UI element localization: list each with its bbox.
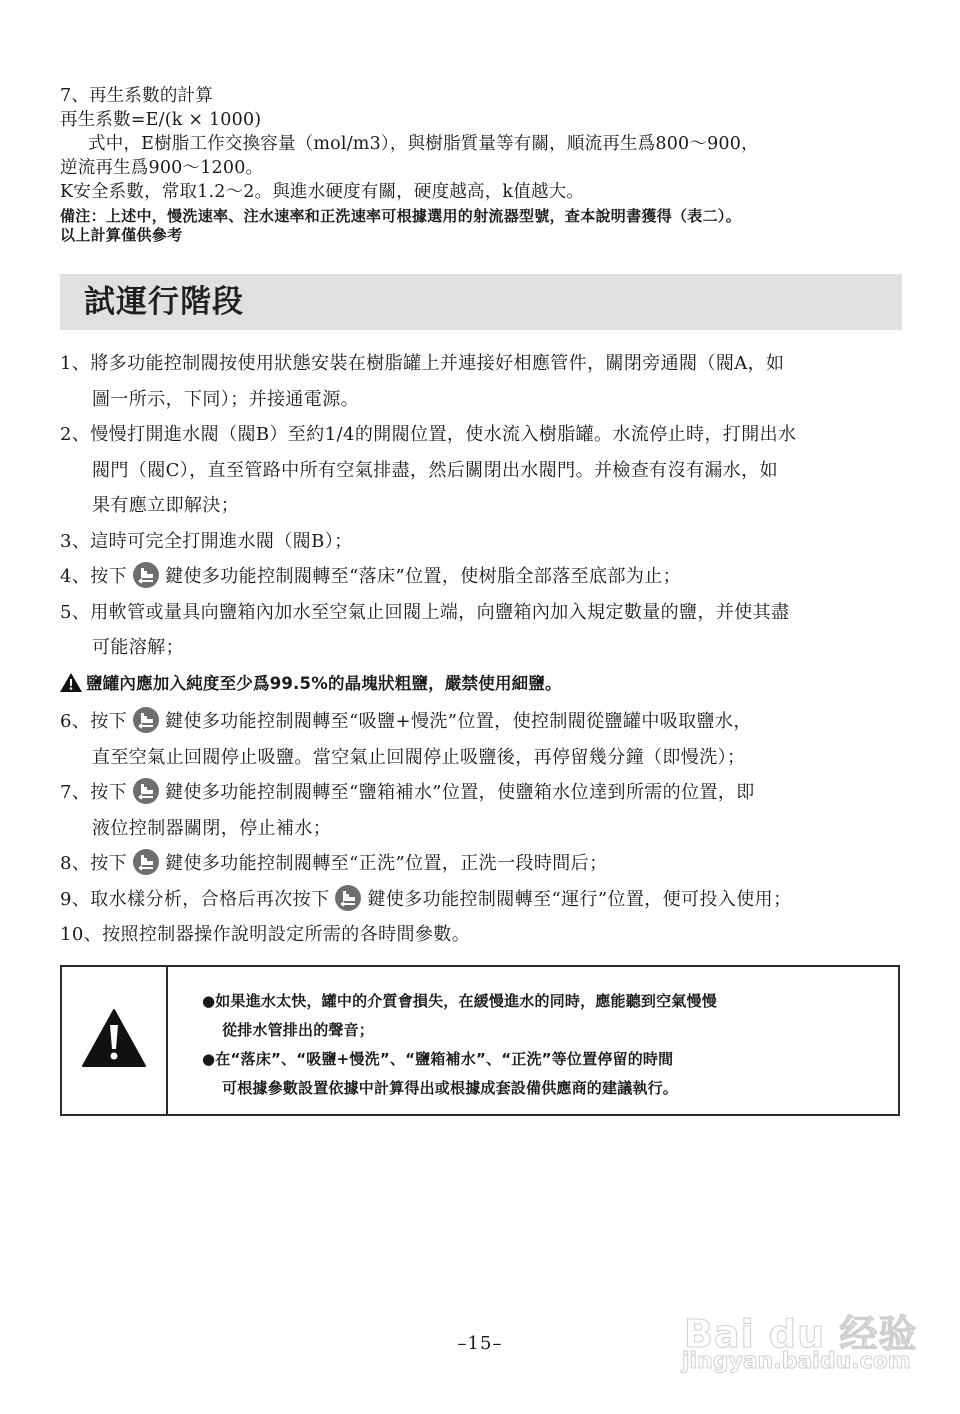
trial-run-steps — [60, 346, 910, 953]
step-text-pre: 取水樣分析，合格后再次按下 — [90, 888, 330, 910]
section-header-bar — [60, 274, 902, 330]
notice-bullet-1-cont: 從排水管排出的聲音； — [222, 1021, 375, 1039]
step-text: 這時可完全打開進水閥（閥B）； — [90, 530, 353, 552]
step-text-cont: 液位控制器關閉，停止補水； — [92, 817, 332, 839]
step-3 — [60, 524, 910, 560]
step-text-pre: 按下 — [90, 566, 128, 587]
formula-explanation-2: 逆流再生爲900～1200。 — [60, 158, 264, 178]
step-8 — [60, 846, 910, 882]
step-2 — [60, 417, 910, 524]
valve-key-icon — [133, 562, 159, 588]
step-text: 將多功能控制閥按使用狀態安裝在樹脂罐上并連接好相應管件，關閉旁通閥（閥A，如 — [90, 353, 785, 374]
notice-divider — [166, 967, 168, 1114]
formula-heading: 7、再生系數的計算 — [60, 86, 213, 106]
step-text: 按照控制器操作說明設定所需的各時間參數。 — [102, 924, 471, 945]
warning-triangle-icon — [82, 1009, 146, 1071]
salt-warning — [60, 666, 910, 705]
step-text-cont: 閥門（閥C），直至管路中所有空氣排盡，然后關閉出水閥門。并檢查有沒有漏水，如 — [92, 459, 778, 481]
step-text-pre: 按下 — [90, 853, 128, 874]
step-text: 用軟管或量具向鹽箱內加水至空氣止回閥上端，向鹽箱內加入規定數量的鹽，并使其盡 — [90, 601, 790, 623]
formula: 再生系數=E/(k × 1000) — [60, 110, 262, 130]
step-text-post: 鍵使多功能控制閥轉至“吸鹽+慢洗”位置，使控制閥從鹽罐中吸取鹽水， — [165, 711, 752, 732]
step-number: 7、 — [60, 782, 91, 803]
step-number: 1、 — [60, 353, 91, 374]
regeneration-formula-section — [60, 84, 920, 245]
valve-key-icon — [133, 849, 159, 875]
warning-triangle-icon — [60, 669, 82, 705]
notice-bullet-2: ●在“落床”、“吸鹽+慢洗”、“鹽箱補水”、“正洗”等位置停留的時間 — [202, 1050, 674, 1068]
step-text-cont: 圖一所示，下同）；并接通電源。 — [92, 388, 359, 410]
step-text-cont: 可能溶解； — [92, 637, 184, 658]
step-number: 4、 — [60, 566, 91, 587]
k-coefficient-line: K安全系數，常取1.2～2。與進水硬度有關，硬度越高，k值越大。 — [60, 182, 585, 202]
page-number: –15– — [457, 1333, 503, 1354]
step-number: 6、 — [60, 711, 91, 732]
step-text-post: 鍵使多功能控制閥轉至“運行”位置，便可投入使用； — [367, 888, 792, 910]
step-9 — [60, 882, 910, 918]
note-line-1: 備注：上述中，慢洗速率、注水速率和正洗速率可根據選用的射流器型號，查本說明書獲得（表二）。 — [60, 207, 742, 225]
notice-box — [60, 965, 900, 1116]
notice-text — [202, 987, 882, 1103]
watermark-logo: Bai du 经验 — [684, 1312, 918, 1356]
step-10 — [60, 917, 910, 953]
step-6 — [60, 704, 910, 775]
step-text: 慢慢打開進水閥（閥B）至約1/4的開閥位置，使水流入樹脂罐。水流停止時，打開出水 — [90, 424, 797, 445]
step-7 — [60, 775, 910, 846]
step-number: 10、 — [60, 924, 103, 945]
step-text-post: 鍵使多功能控制閥轉至“鹽箱補水”位置，使鹽箱水位達到所需的位置，即 — [165, 782, 755, 803]
step-number: 3、 — [60, 530, 91, 552]
step-4 — [60, 559, 910, 595]
step-number: 9、 — [60, 888, 91, 910]
step-text-pre: 按下 — [90, 711, 128, 732]
step-text-cont: 直至空氣止回閥停止吸鹽。當空氣止回閥停止吸鹽後，再停留幾分鐘（即慢洗）； — [92, 746, 746, 768]
section-title: 試運行階段 — [84, 284, 244, 320]
step-text-pre: 按下 — [90, 782, 128, 803]
step-number: 8、 — [60, 853, 91, 874]
notice-bullet-1: ●如果進水太快，罐中的介質會損失，在緩慢進水的同時，應能聽到空氣慢慢 — [202, 992, 717, 1010]
valve-key-icon — [133, 778, 159, 804]
step-text-cont: 果有應立即解決； — [92, 495, 240, 516]
step-text-post: 鍵使多功能控制閥轉至“正洗”位置，正洗一段時間后； — [165, 853, 608, 874]
note-line-2: 以上計算僅供參考 — [60, 226, 183, 244]
step-5 — [60, 595, 910, 666]
step-text-post: 鍵使多功能控制閥轉至“落床”位置，使树脂全部落至底部为止； — [165, 566, 682, 587]
step-number: 5、 — [60, 601, 91, 623]
watermark-url: jingyan.baidu.com — [682, 1349, 911, 1374]
valve-key-icon — [133, 707, 159, 733]
notice-bullet-2-cont: 可根據參數設置依據中計算得出或根據成套設備供應商的建議執行。 — [222, 1079, 679, 1097]
step-1 — [60, 346, 910, 417]
salt-warning-text: 鹽罐內應加入純度至少爲99.5%的晶塊狀粗鹽，嚴禁使用細鹽。 — [86, 673, 562, 693]
valve-key-icon — [335, 885, 361, 911]
step-number: 2、 — [60, 424, 91, 445]
formula-explanation-1: 式中，E樹脂工作交換容量（mol/m3），與樹脂質量等有關，順流再生爲800～900， — [88, 134, 759, 154]
